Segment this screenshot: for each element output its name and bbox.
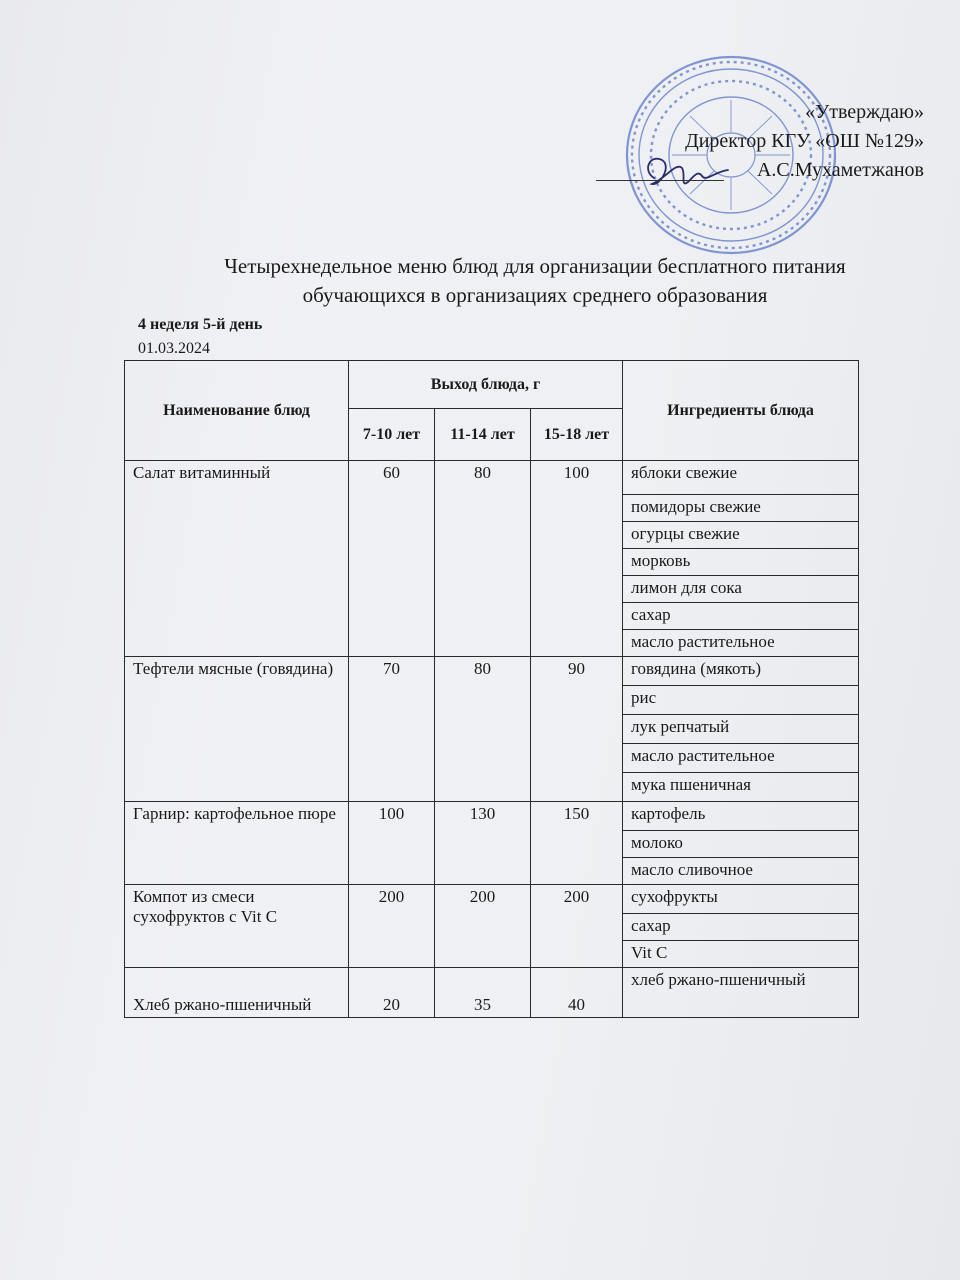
dish-name: Салат витаминный [125, 461, 349, 657]
table-row [125, 885, 859, 914]
header-age-15-18: 15-18 лет [531, 409, 623, 461]
ingredient: картофель [623, 802, 859, 831]
approval-heading: «Утверждаю» [805, 101, 924, 123]
output-11-14: 80 [435, 657, 531, 802]
ingredient: морковь [623, 549, 859, 576]
menu-table [124, 360, 859, 1018]
output-7-10: 200 [349, 885, 435, 968]
approval-position: Директор КГУ «ОШ №129» [685, 130, 924, 152]
output-7-10: 70 [349, 657, 435, 802]
dish-name: Хлеб ржано-пшеничный [125, 968, 349, 1018]
ingredient: лимон для сока [623, 576, 859, 603]
ingredient: лук репчатый [623, 715, 859, 744]
table-header-row [125, 361, 859, 409]
ingredient: говядина (мякоть) [623, 657, 859, 686]
document-title [110, 252, 960, 310]
ingredient: сухофрукты [623, 885, 859, 914]
ingredient: масло растительное [623, 630, 859, 657]
ingredient: яблоки свежие [623, 461, 859, 495]
output-7-10: 60 [349, 461, 435, 657]
dish-name: Компот из смеси сухофруктов с Vit C [125, 885, 349, 968]
output-15-18: 150 [531, 802, 623, 885]
ingredient: рис [623, 686, 859, 715]
dish-name: Гарнир: картофельное пюре [125, 802, 349, 885]
output-11-14: 35 [435, 968, 531, 1018]
table-row [125, 657, 859, 686]
header-age-11-14: 11-14 лет [435, 409, 531, 461]
title-line-1: Четырехнедельное меню блюд для организации бесплатного питания [224, 254, 846, 278]
output-15-18: 90 [531, 657, 623, 802]
table-row [125, 802, 859, 831]
header-dish: Наименование блюд [125, 361, 349, 461]
table-row [125, 968, 859, 1018]
ingredient: огурцы свежие [623, 522, 859, 549]
menu-date: 01.03.2024 [138, 340, 210, 357]
ingredient: мука пшеничная [623, 773, 859, 802]
output-7-10: 20 [349, 968, 435, 1018]
output-15-18: 40 [531, 968, 623, 1018]
ingredient: помидоры свежие [623, 495, 859, 522]
ingredient: молоко [623, 831, 859, 858]
ingredient: Vit C [623, 941, 859, 968]
ingredient: масло сливочное [623, 858, 859, 885]
output-15-18: 100 [531, 461, 623, 657]
dish-name: Тефтели мясные (говядина) [125, 657, 349, 802]
approval-block [685, 98, 924, 185]
approval-name: А.С.Мухаметжанов [756, 159, 924, 181]
ingredient: масло растительное [623, 744, 859, 773]
header-output: Выход блюда, г [349, 361, 623, 409]
ingredient: сахар [623, 914, 859, 941]
week-day: 4 неделя 5-й день [138, 316, 263, 333]
output-7-10: 100 [349, 802, 435, 885]
ingredient: хлеб ржано-пшеничный [623, 968, 859, 1018]
table-row [125, 461, 859, 495]
ingredient: сахар [623, 603, 859, 630]
title-line-2: обучающихся в организациях среднего образования [302, 283, 768, 307]
output-11-14: 130 [435, 802, 531, 885]
header-ingredients: Ингредиенты блюда [623, 361, 859, 461]
output-11-14: 200 [435, 885, 531, 968]
output-15-18: 200 [531, 885, 623, 968]
output-11-14: 80 [435, 461, 531, 657]
header-age-7-10: 7-10 лет [349, 409, 435, 461]
